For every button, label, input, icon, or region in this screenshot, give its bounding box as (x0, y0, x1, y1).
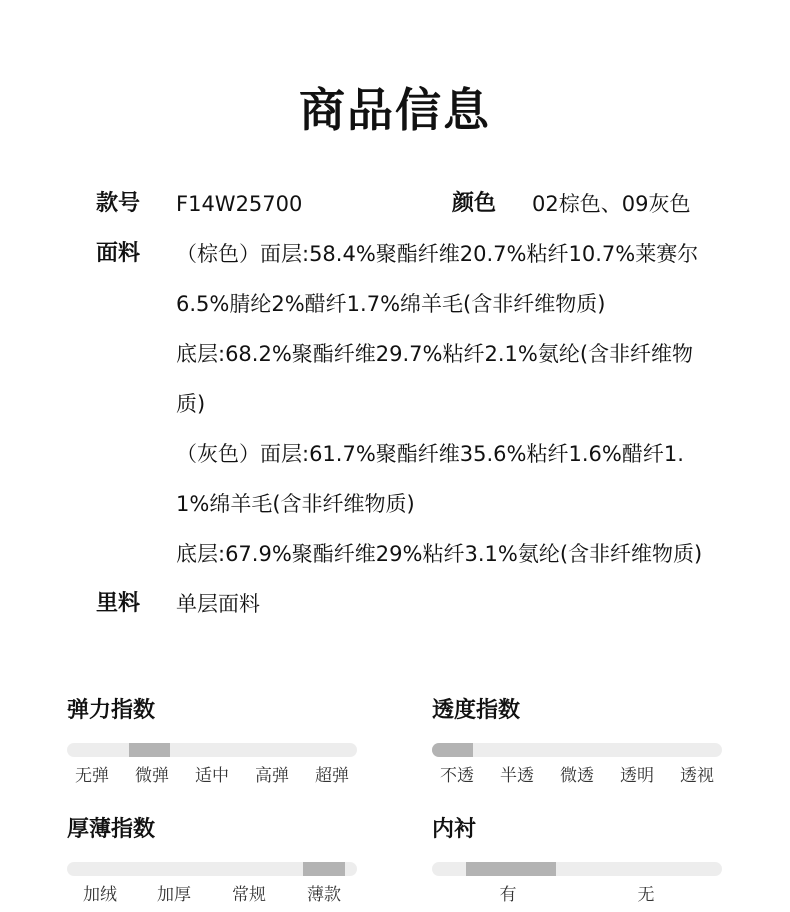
transparency-option: 透视 (680, 766, 714, 786)
lining-value: 单层面料 (176, 592, 260, 616)
color-value: 02棕色、09灰色 (532, 192, 691, 216)
fabric-label: 面料 (96, 241, 141, 266)
page-title: 商品信息 (299, 83, 491, 137)
thickness-track (67, 862, 357, 876)
elasticity-option: 微弹 (135, 766, 169, 786)
transparency-option: 透明 (620, 766, 654, 786)
style-no-label: 款号 (96, 191, 141, 216)
fabric-line: （灰色）面层:61.7%聚酯纤维35.6%粘纤1.6%醋纤1. (176, 442, 684, 466)
fabric-line: 6.5%腈纶2%醋纤1.7%绵羊毛(含非纤维物质) (176, 292, 606, 316)
elasticity-option: 无弹 (75, 766, 109, 786)
thickness-title: 厚薄指数 (67, 817, 156, 842)
color-label: 颜色 (452, 191, 497, 216)
fabric-line: 1%绵羊毛(含非纤维物质) (176, 492, 415, 516)
lining-label: 里料 (96, 591, 141, 616)
elasticity-title: 弹力指数 (67, 698, 156, 723)
fabric-line: 底层:68.2%聚酯纤维29.7%粘纤2.1%氨纶(含非纤维物 (176, 342, 694, 366)
transparency-option: 不透 (440, 766, 474, 786)
thickness-selected-fill (303, 862, 345, 876)
thickness-option: 加厚 (157, 885, 191, 905)
inner-lining-track (432, 862, 722, 876)
thickness-option: 薄款 (307, 885, 341, 905)
transparency-title: 透度指数 (432, 698, 521, 723)
inner-lining-selected-fill (466, 862, 556, 876)
fabric-line: （棕色）面层:58.4%聚酯纤维20.7%粘纤10.7%莱赛尔 (176, 242, 699, 266)
transparency-selected-fill (432, 743, 473, 757)
fabric-line: 质) (176, 392, 206, 416)
inner-lining-option: 无 (637, 885, 655, 905)
elasticity-option: 超弹 (315, 766, 349, 786)
elasticity-selected-fill (129, 743, 170, 757)
transparency-option: 微透 (560, 766, 594, 786)
elasticity-option: 适中 (195, 766, 229, 786)
elasticity-option: 高弹 (255, 766, 289, 786)
fabric-line: 底层:67.9%聚酯纤维29%粘纤3.1%氨纶(含非纤维物质) (176, 542, 703, 566)
style-no-value: F14W25700 (176, 192, 303, 216)
elasticity-track (67, 743, 357, 757)
thickness-option: 常规 (232, 885, 266, 905)
transparency-option: 半透 (500, 766, 534, 786)
thickness-option: 加绒 (83, 885, 117, 905)
transparency-track (432, 743, 722, 757)
inner-lining-title: 内衬 (432, 817, 477, 842)
inner-lining-option: 有 (499, 885, 517, 905)
